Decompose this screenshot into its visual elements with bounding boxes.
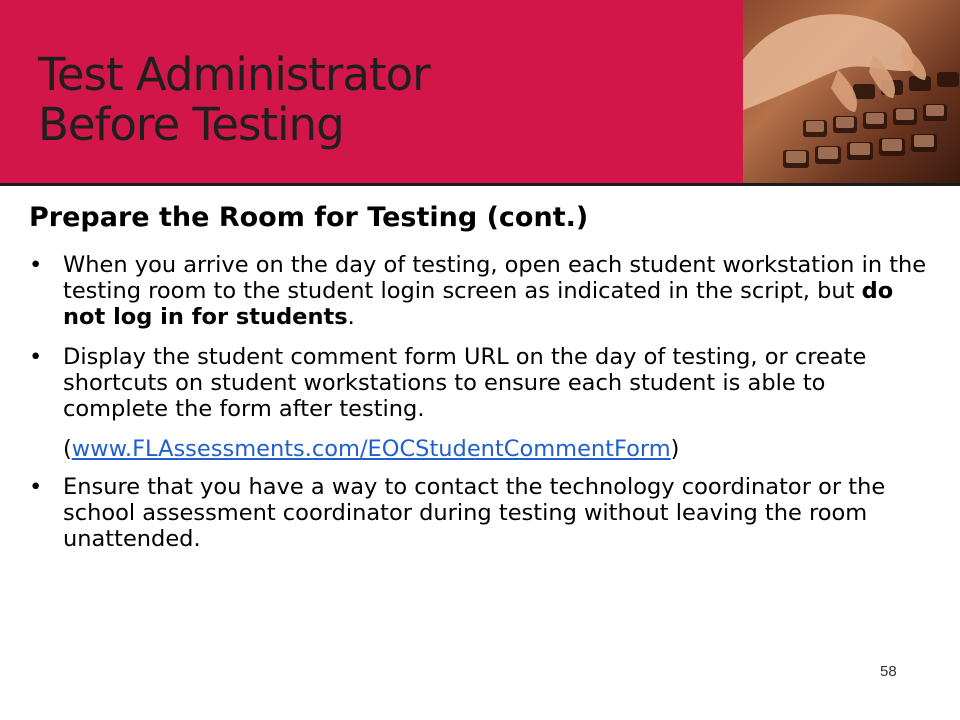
- slide-title: [38, 50, 728, 150]
- bullet-item: [29, 344, 929, 422]
- url-line: [29, 436, 929, 462]
- bullet-icon: •: [29, 252, 43, 278]
- bullet-text: When you arrive on the day of testing, open each student workstation in the testing room to the student login screen as indicated in the script, but: [63, 252, 927, 304]
- url-open-paren: (: [63, 436, 72, 462]
- url-close-paren: ): [670, 436, 680, 462]
- bullet-item: [29, 252, 929, 330]
- bullet-icon: •: [29, 474, 43, 500]
- bullet-text: Display the student comment form URL on the day of testing, or create shortcuts on student workstations to ensure each student is able to complete the form after testing.: [63, 344, 867, 422]
- bullet-text: Ensure that you have a way to contact the technology coordinator or the school assessment coordinator during testing without leaving the room unattended.: [63, 474, 886, 552]
- bullet-text-end: .: [347, 304, 355, 330]
- comment-form-link[interactable]: www.FLAssessments.com/EOCStudentCommentForm: [71, 436, 671, 462]
- page-number: 58: [880, 663, 897, 680]
- title-line-1: Test Administrator: [38, 48, 430, 101]
- section-heading: Prepare the Room for Testing (cont.): [29, 202, 589, 233]
- slide-content: [29, 252, 929, 566]
- bullet-item: [29, 474, 929, 552]
- bullet-emphasis: do not log in for students: [63, 278, 894, 330]
- title-line-2: Before Testing: [38, 98, 344, 151]
- keyboard-photo: [743, 0, 960, 183]
- bullet-icon: •: [29, 344, 43, 370]
- banner-divider: [0, 183, 960, 186]
